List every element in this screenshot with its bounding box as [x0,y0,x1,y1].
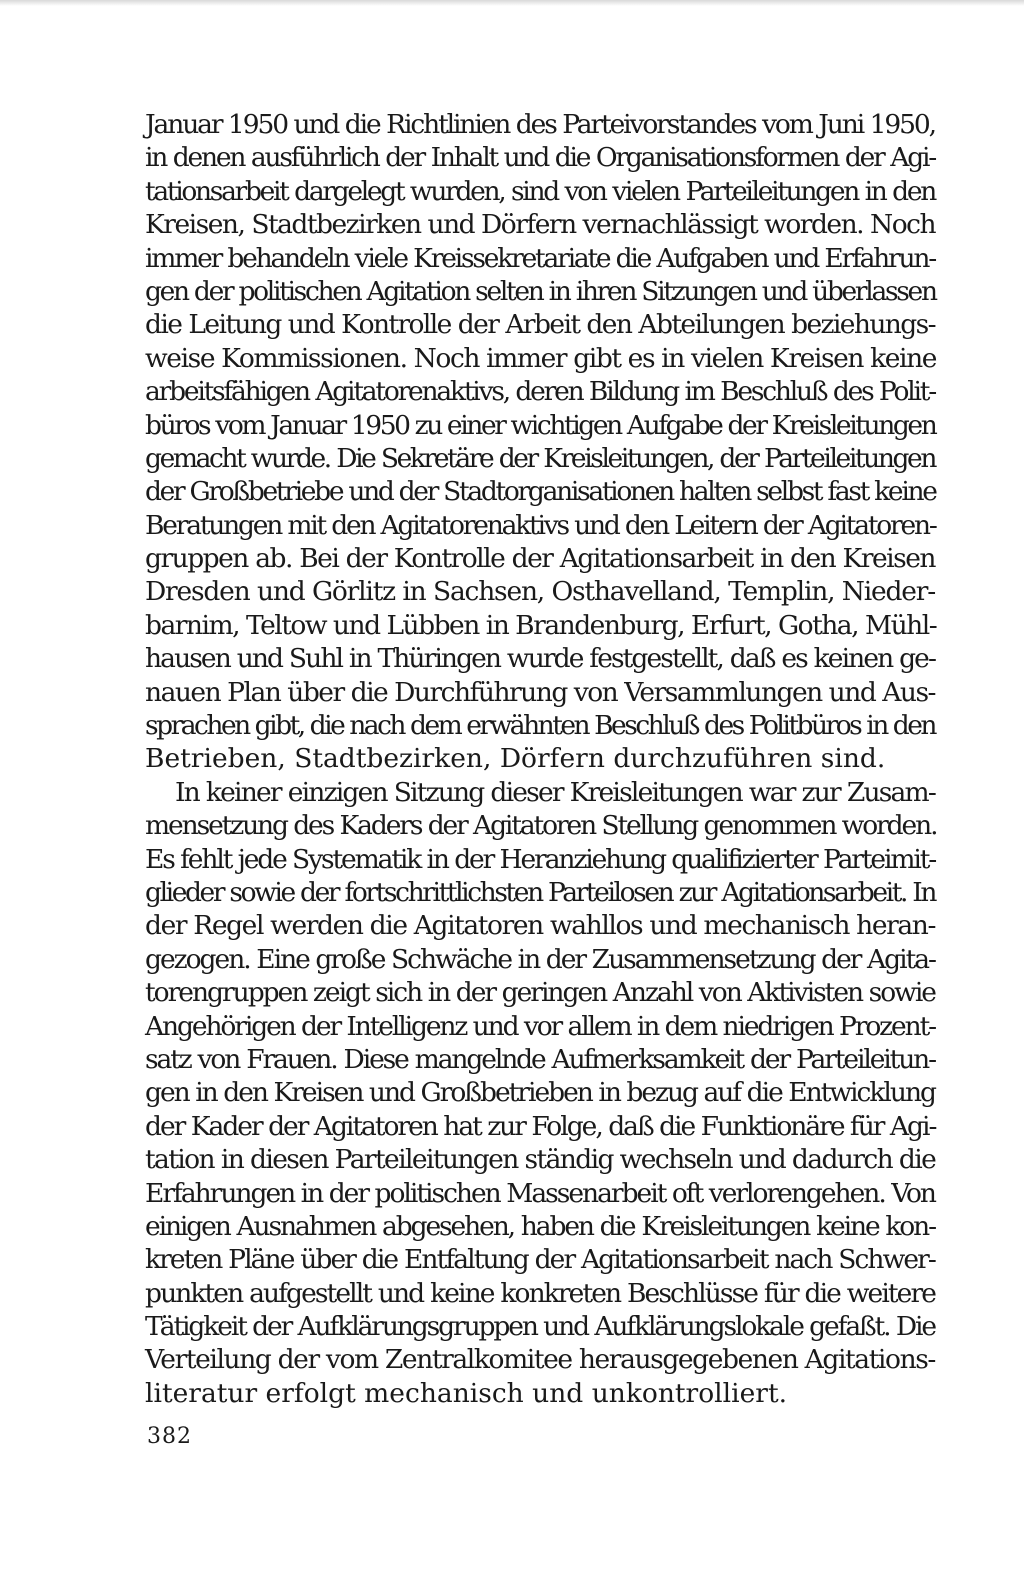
text-line: der Regel werden die Agitatoren wahllos und mechanisch heran- [145,910,935,942]
text-line: tationsarbeit dargelegt wurden, sind von vielen Parteileitungen in den [145,175,935,207]
text-line: sprachen gibt, die nach dem erwähnten Beschluß des Politbüros in den [145,710,935,742]
text-line: arbeitsfähigen Agitatorenaktivs, deren Bildung im Beschluß des Polit- [145,376,935,408]
text-line: punkten aufgestellt und keine konkreten Beschlüsse für die weitere [145,1277,935,1309]
text-line: literatur erfolgt mechanisch und unkontrolliert. [145,1377,788,1409]
text-line: gruppen ab. Bei der Kontrolle der Agitationsarbeit in den Kreisen [145,543,935,575]
text-line: Tätigkeit der Aufklärungsgruppen und Aufklärungslokale gefaßt. Die [145,1311,935,1343]
text-line: satz von Frauen. Diese mangelnde Aufmerksamkeit der Parteileitun- [145,1043,935,1075]
text-line: gen in den Kreisen und Großbetrieben in bezug auf die Entwicklung [145,1077,935,1109]
text-line: gen der politischen Agitation selten in ihren Sitzungen und überlassen [145,275,936,307]
text-line: Verteilung der vom Zentralkomitee herausgegebenen Agitations- [145,1344,935,1376]
text-line: mensetzung des Kaders der Agitatoren Stellung genommen worden. [145,810,937,842]
scan-edge-shadow [0,0,1024,6]
text-line: immer behandeln viele Kreissekretariate die Aufgaben und Erfahrun- [145,242,935,274]
text-line: tation in diesen Parteileitungen ständig wechseln und dadurch die [145,1144,936,1176]
text-line: nauen Plan über die Durchführung von Versammlungen und Aus- [145,676,935,708]
text-line: der Kader der Agitatoren hat zur Folge, daß die Funktionäre für Agi- [145,1110,936,1142]
text-line: glieder sowie der fortschrittlichsten Parteilosen zur Agitationsarbeit. In [145,876,935,908]
text-line: Januar 1950 und die Richtlinien des Parteivorstandes vom Juni 1950, [145,109,935,140]
text-line: torengruppen zeigt sich in der geringen Anzahl von Aktivisten sowie [145,977,935,1009]
body-text [145,108,935,1410]
text-line: weise Kommissionen. Noch immer gibt es in vielen Kreisen keine [145,342,937,374]
text-line: hausen und Suhl in Thüringen wurde festgestellt, daß es keinen ge- [145,643,935,675]
text-line: Beratungen mit den Agitatorenaktivs und den Leitern der Agitatoren- [145,509,936,541]
text-line: Angehörigen der Intelligenz und vor allem in dem niedrigen Prozent- [145,1010,935,1042]
paragraph-2 [145,776,935,1410]
text-line: Es fehlt jede Systematik in der Heranziehung qualifizierter Parteimit- [145,843,936,875]
text-line: der Großbetriebe und der Stadtorganisationen halten selbst fast keine [145,476,936,508]
paragraph-1 [145,108,935,776]
text-line: kreten Pläne über die Entfaltung der Agitationsarbeit nach Schwer- [145,1244,935,1276]
text-line: Betrieben, Stadtbezirken, Dörfern durchzuführen sind. [145,743,886,775]
text-line: barnim, Teltow und Lübben in Brandenburg, Erfurt, Gotha, Mühl- [145,609,937,641]
page-number: 382 [147,1424,192,1449]
text-line: Kreisen, Stadtbezirken und Dörfern vernachlässigt worden. Noch [145,209,936,241]
text-line: In keiner einzigen Sitzung dieser Kreisleitungen war zur Zusam- [175,776,935,808]
text-line: in denen ausführlich der Inhalt und die Organisationsformen der Agi- [145,142,935,174]
text-line: Dresden und Görlitz in Sachsen, Osthavelland, Templin, Nieder- [145,576,935,608]
text-line: büros vom Januar 1950 zu einer wichtigen Aufgabe der Kreisleitungen [145,409,936,441]
text-line: gezogen. Eine große Schwäche in der Zusammensetzung der Agita- [145,943,935,975]
text-line: gemacht wurde. Die Sekretäre der Kreisleitungen, der Parteileitungen [145,442,935,474]
text-line: Erfahrungen in der politischen Massenarbeit oft verlorengehen. Von [145,1177,935,1209]
text-line: die Leitung und Kontrolle der Arbeit den Abteilungen beziehungs- [145,309,935,341]
text-line: einigen Ausnahmen abgesehen, haben die Kreisleitungen keine kon- [145,1210,935,1242]
